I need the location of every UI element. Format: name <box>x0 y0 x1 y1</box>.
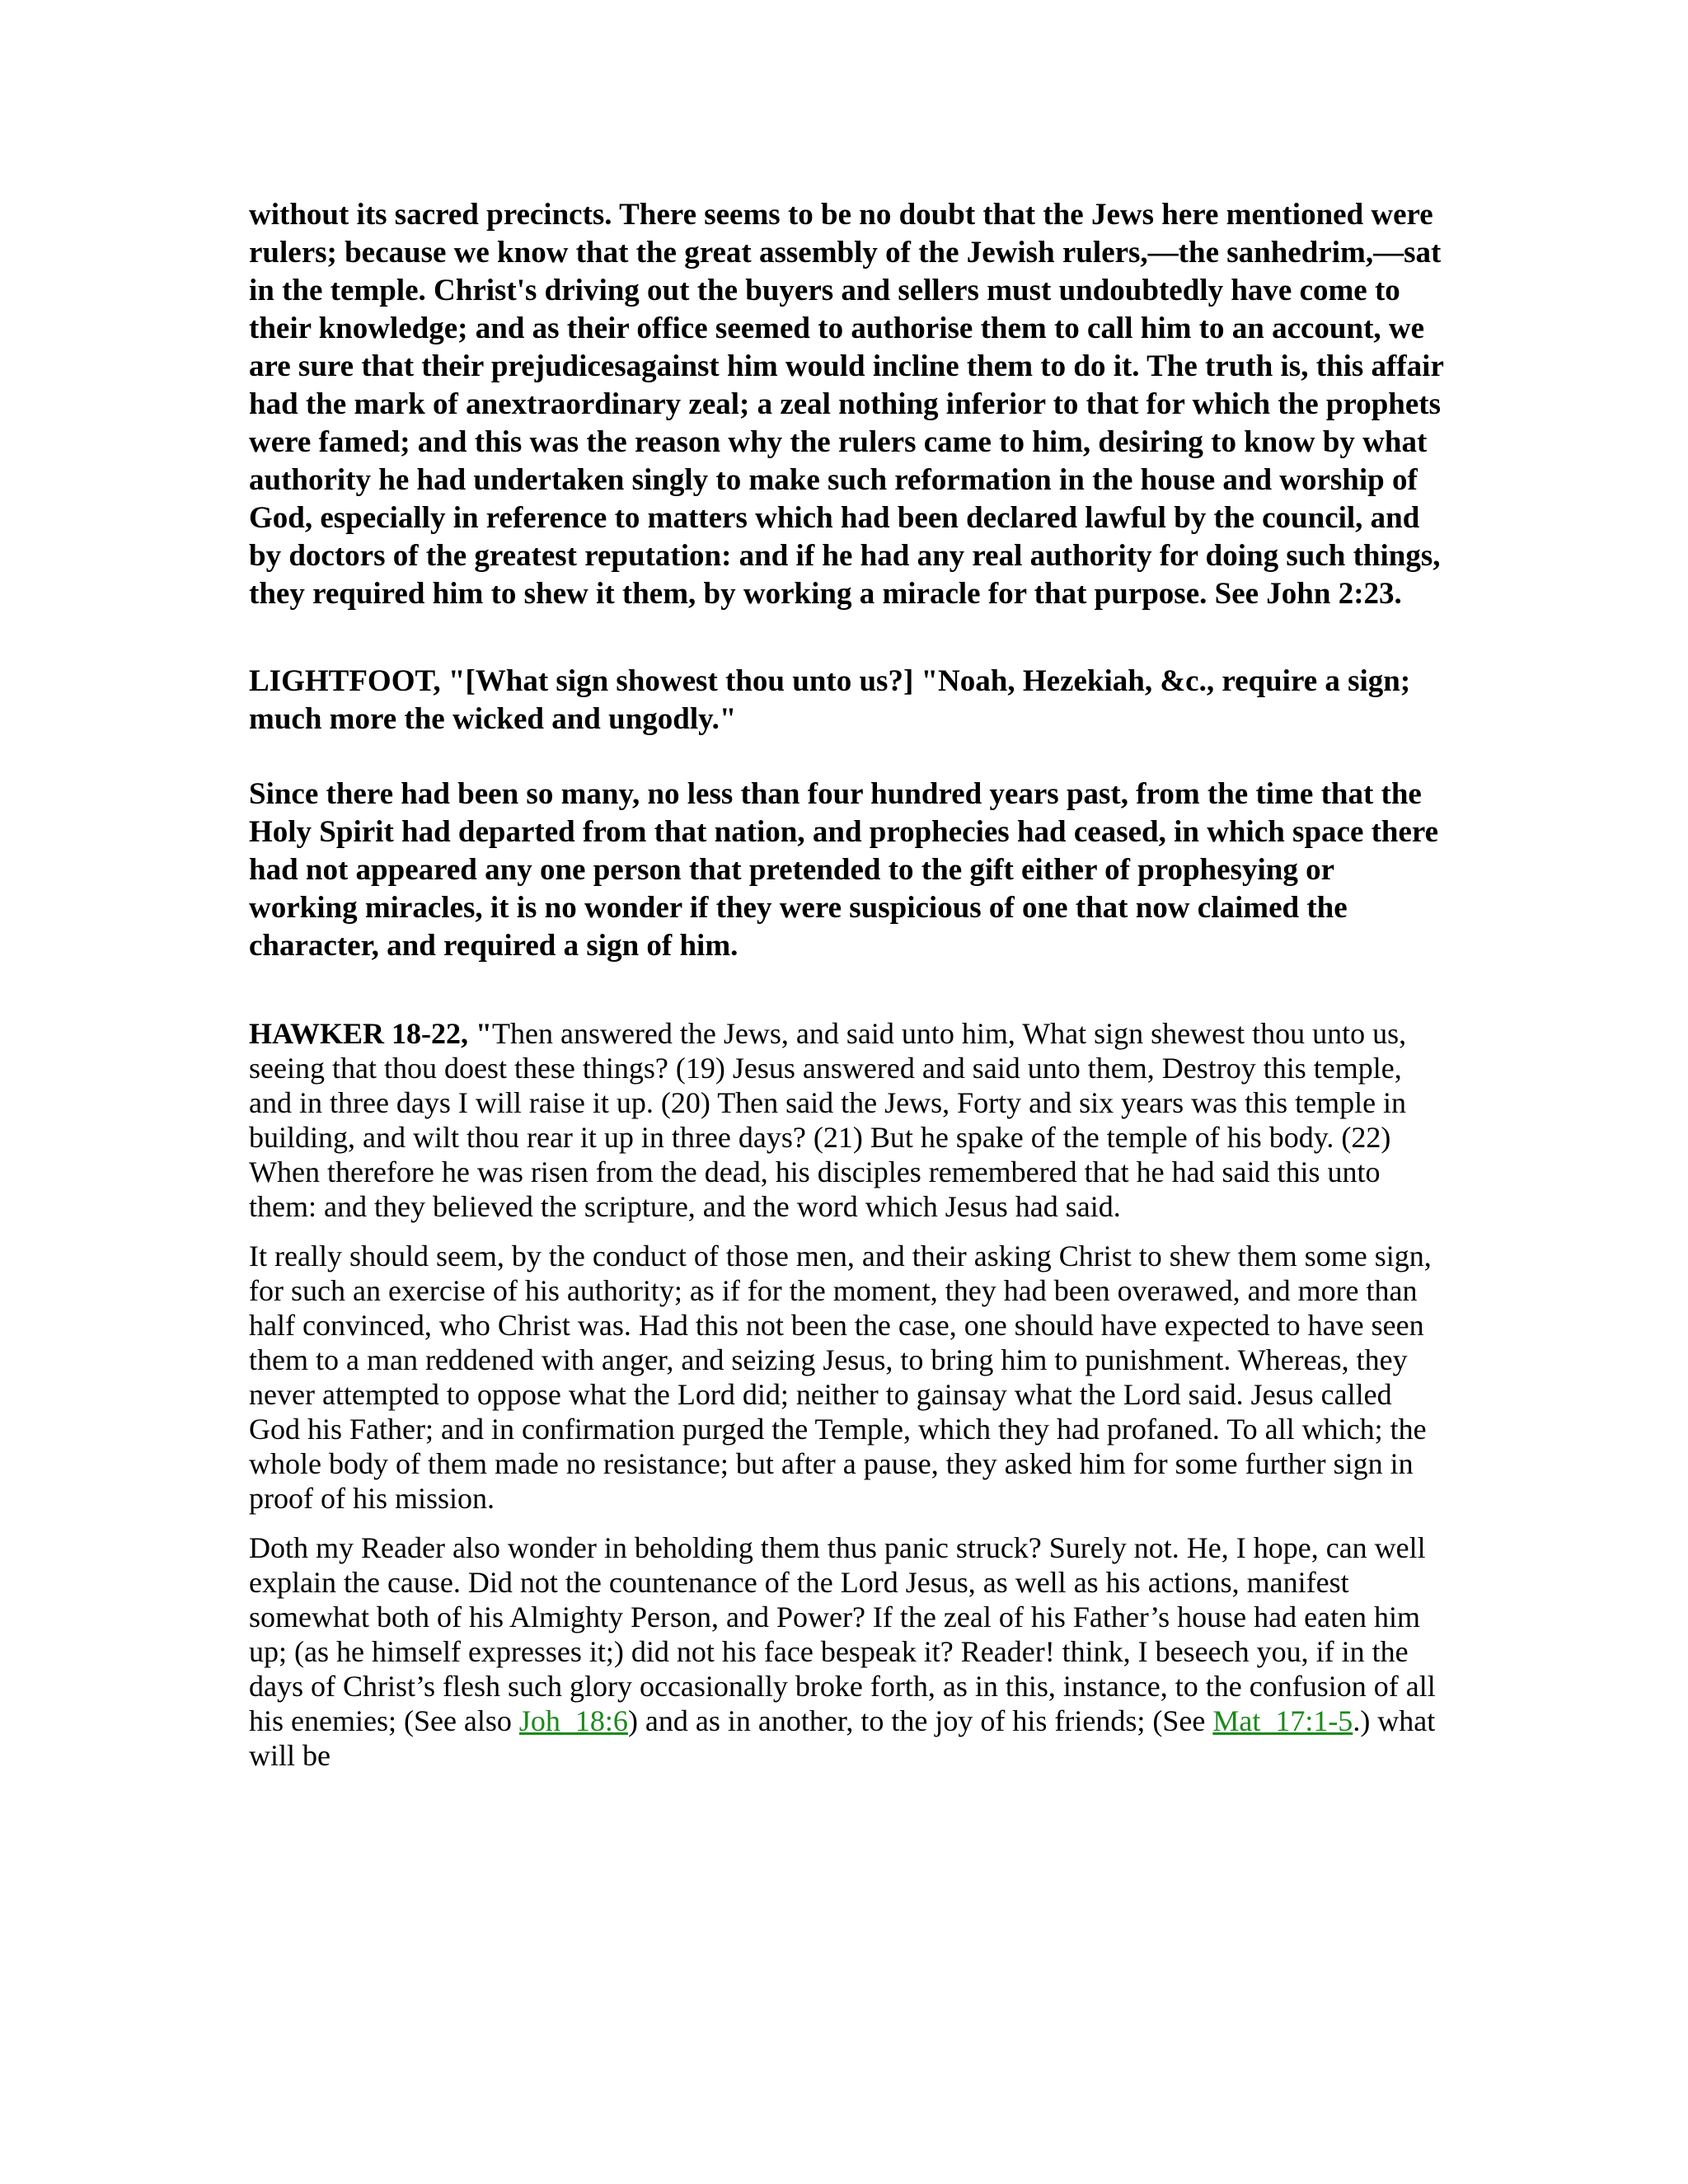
scripture-link-mat-17-1-5[interactable]: Mat_17:1-5 <box>1212 1704 1353 1737</box>
hawker-paragraph <box>249 1016 1444 1224</box>
commentary-paragraph-precincts: without its sacred precincts. There seems to be no doubt that the Jews here mentioned were rulers; because we know that the great assembly of the Jewish rulers,—the sanhedrim,—sat in the temple. Christ's driving out the buyers and sellers must undoubtedly have come to their knowledge; and as their office seemed to authorise them to call him to an account, we are sure that their prejudicesagainst him would incline them to do it. The truth is, this affair had the mark of anextraordinary zeal; a zeal nothing inferior to that for which the prophets were famed; and this was the reason why the rulers came to him, desiring to know by what authority he had undertaken singly to make such reformation in the house and worship of God, especially in reference to matters which had been declared lawful by the council, and by doctors of the greatest reputation: and if he had any real authority for doing such things, they required him to shew it them, by working a miracle for that purpose. See John 2:23. <box>249 198 1444 611</box>
hawker-heading: HAWKER 18-22, " <box>249 1017 492 1050</box>
hawker-scripture-text: Then answered the Jews, and said unto him, What sign shewest thou unto us, seeing that thou doest these things? (19) Jesus answered and said unto them, Destroy this temple, and in three days I will raise it up. (20) Then said the Jews, Forty and six years was this temple in building, and wilt thou rear it up in three days? (21) But he spake of the temple of his body. (22) When therefore he was risen from the dead, his disciples remembered that he had said this unto them: and they believed the scripture, and the word which Jesus had said. <box>249 1017 1407 1223</box>
reader-text-part1: Doth my Reader also wonder in beholding them thus panic struck? Surely not. He, I hope, can well explain the cause. Did not the countenance of the Lord Jesus, as well as his actions, manifest somewhat both of his Almighty Person, and Power? If the zeal of his Father’s house had eaten him up; (as he himself expresses it;) did not his face bespeak it? Reader! think, I beseech you, if in the days of Christ’s flesh such glory occasionally broke forth, as in this, instance, to the confusion of all his enemies; (See also <box>249 1531 1436 1737</box>
reader-text-part2: ) and as in another, to the joy of his friends; (See <box>627 1704 1213 1737</box>
hawker-commentary-paragraph: It really should seem, by the conduct of those men, and their asking Christ to shew them some sign, for such an exercise of his authority; as if for the moment, they had been overawed, and more than half convinced, who Christ was. Had this not been the case, one should have expected to have seen them to a man reddened with anger, and seizing Jesus, to bring him to punishment. Whereas, they never attempted to oppose what the Lord did; neither to gainsay what the Lord said. Jesus called God his Father; and in confirmation purged the Temple, which they had profaned. To all which; the whole body of them made no resistance; but after a pause, they asked him for some further sign in proof of his mission. <box>249 1240 1432 1515</box>
scripture-link-joh-18-6[interactable]: Joh_18:6 <box>518 1704 628 1737</box>
reader-text-part3: .) what will be <box>249 1704 1436 1772</box>
hawker-reader-paragraph <box>249 1530 1444 1773</box>
document-page <box>249 196 1444 1773</box>
lightfoot-paragraph: LIGHTFOOT, "[What sign showest thou unto us?] "Noah, Hezekiah, &c., require a sign; much more the wicked and ungodly." <box>249 664 1411 736</box>
commentary-paragraph-four-hundred-years: Since there had been so many, no less than four hundred years past, from the time that the Holy Spirit had departed from that nation, and prophecies had ceased, in which space there had not appeared any one person that pretended to the gift either of prophesying or working miracles, it is no wonder if they were suspicious of one that now claimed the character, and required a sign of him. <box>249 777 1439 963</box>
